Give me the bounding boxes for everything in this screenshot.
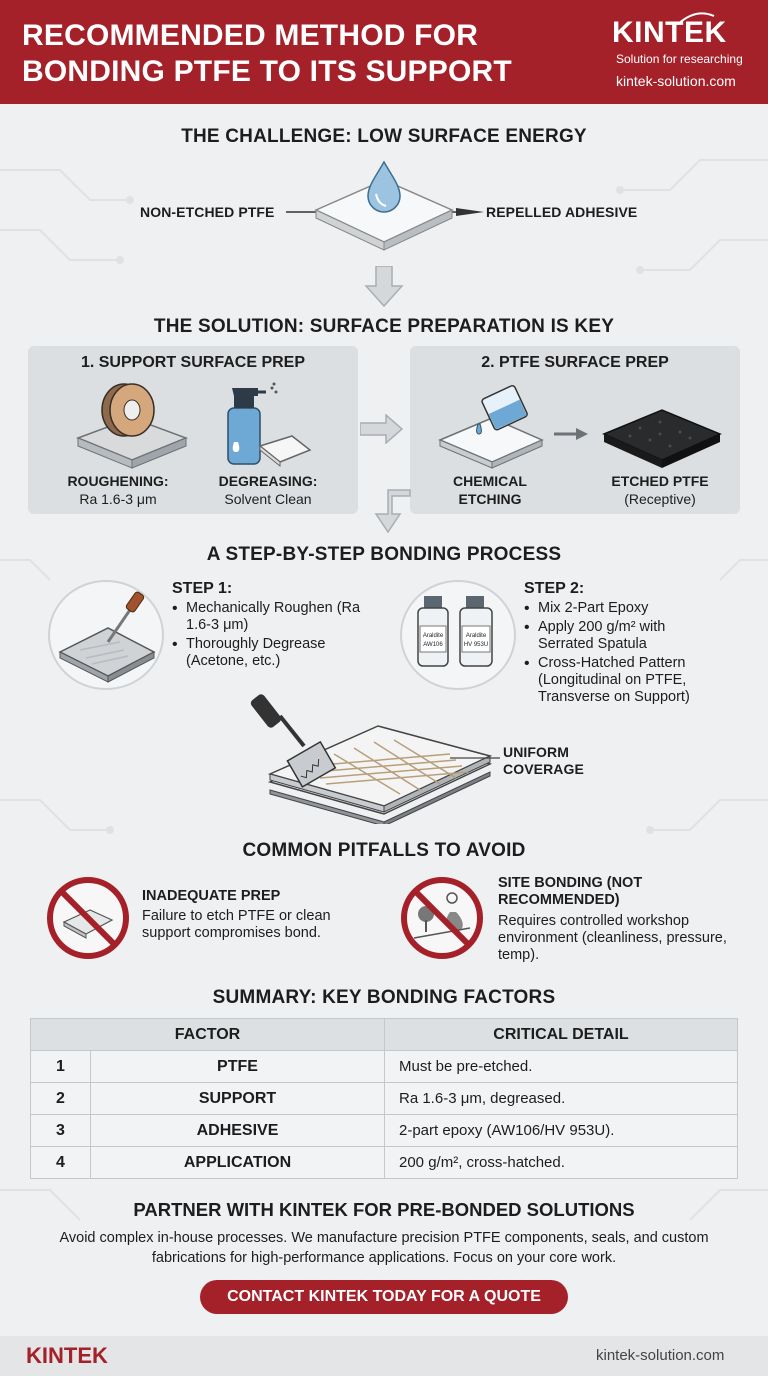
solution-title: THE SOLUTION: SURFACE PREPARATION IS KEY	[153, 316, 615, 337]
down-arrow-icon	[364, 266, 404, 310]
table-row	[31, 1083, 738, 1115]
spray-bottle-icon	[214, 380, 314, 468]
row-factor: PTFE	[91, 1051, 385, 1083]
bottle1-label: Araldite	[422, 633, 444, 639]
small-arrow-icon	[552, 426, 592, 442]
footer-bar	[0, 1336, 768, 1376]
row-detail: 200 g/m², cross-hatched.	[385, 1147, 738, 1179]
partner-title: PARTNER WITH KINTEK FOR PRE-BONDED SOLUTIONS	[133, 1199, 635, 1220]
bottle2-code: HV 953U	[463, 642, 489, 648]
non-etched-ptfe-label: NON-ETCHED PTFE	[140, 204, 275, 220]
step1-heading: STEP 1:	[172, 580, 233, 597]
step2-list	[524, 600, 724, 706]
step2-bullet: • Cross-Hatched Pattern (Longitudinal on PTFE, Transverse on Support)	[524, 655, 724, 706]
right-arrow-icon	[360, 414, 404, 444]
step2-bullet: • Apply 200 g/m² with Serrated Spatula	[524, 619, 724, 653]
ptfe-plate-droplet-icon	[280, 150, 490, 260]
step1-bullet: • Mechanically Roughen (Ra 1.6-3 μm)	[172, 600, 372, 634]
detail-header: CRITICAL DETAIL	[385, 1019, 738, 1051]
spatula-cross-hatch-icon	[250, 694, 510, 824]
epoxy-bottles-icon	[402, 582, 518, 692]
grinding-wheel-icon	[72, 382, 192, 470]
step2-heading: STEP 2:	[524, 580, 585, 597]
summary-title: SUMMARY: KEY BONDING FACTORS	[212, 987, 556, 1008]
footer-logo[interactable]: KINTEK	[26, 1343, 108, 1368]
repelled-adhesive-label: REPELLED ADHESIVE	[486, 204, 638, 220]
pitfalls-title: COMMON PITFALLS TO AVOID	[242, 840, 526, 861]
degreasing-caption: DEGREASING: Solvent Clean	[218, 473, 318, 507]
footer-url-link[interactable]: kintek-solution.com	[596, 1347, 725, 1364]
step1-list	[172, 600, 372, 670]
step1-bullet: • Thoroughly Degrease (Acetone, etc.)	[172, 636, 372, 670]
etched-ptfe-caption: ETCHED PTFE (Receptive)	[611, 473, 709, 507]
chemical-etching-caption: CHEMICAL ETCHING	[453, 473, 527, 507]
partner-text: Avoid complex in-house processes. We manufacture precision PTFE components, seals, and custom fabrications for high-performance applications. Focus on your core work.	[59, 1230, 709, 1266]
summary-table	[30, 1018, 738, 1179]
step1-illustration	[48, 580, 164, 690]
down-turn-arrow-icon	[364, 484, 412, 536]
row-factor: SUPPORT	[91, 1083, 385, 1115]
support-prep-panel	[28, 346, 358, 514]
brand-url-link[interactable]: kintek-solution.com	[616, 73, 736, 89]
row-detail: Must be pre-etched.	[385, 1051, 738, 1083]
pitfall-2-title: SITE BONDING (NOT RECOMMENDED)	[498, 875, 643, 908]
ptfe-prep-panel	[410, 346, 740, 514]
table-row	[31, 1147, 738, 1179]
row-number: 4	[31, 1147, 91, 1179]
contact-quote-button[interactable]: CONTACT KINTEK TODAY FOR A QUOTE	[200, 1280, 568, 1314]
challenge-title: THE CHALLENGE: LOW SURFACE ENERGY	[181, 126, 587, 147]
no-site-bonding-icon	[400, 876, 484, 960]
table-header-row	[31, 1019, 738, 1051]
brand-logo[interactable]: KINTEK	[612, 16, 727, 49]
pitfall-2-text: Requires controlled workshop environment (cleanliness, pressure, temp).	[498, 913, 727, 963]
factor-header: FACTOR	[31, 1019, 385, 1051]
trowel-plate-icon	[50, 582, 166, 692]
uniform-coverage-label: UNIFORM COVERAGE	[503, 744, 584, 777]
row-number: 2	[31, 1083, 91, 1115]
row-number: 1	[31, 1051, 91, 1083]
table-row	[31, 1115, 738, 1147]
row-factor: ADHESIVE	[91, 1115, 385, 1147]
header-banner	[0, 0, 768, 104]
row-detail: Ra 1.6-3 μm, degreased.	[385, 1083, 738, 1115]
chemical-etching-icon	[436, 382, 546, 472]
step2-illustration	[400, 580, 516, 690]
page-title: RECOMMENDED METHOD FOR BONDING PTFE TO ITS SUPPORT	[22, 19, 512, 88]
pitfall-1-title: INADEQUATE PREP	[142, 888, 281, 904]
roughening-caption: ROUGHENING: Ra 1.6-3 μm	[67, 473, 169, 507]
row-number: 3	[31, 1115, 91, 1147]
bottle1-code: AW106	[423, 642, 443, 648]
bottle2-label: Araldite	[465, 633, 487, 639]
pitfall-1-text: Failure to etch PTFE or clean support compromises bond.	[142, 908, 331, 941]
row-factor: APPLICATION	[91, 1147, 385, 1179]
no-prep-warning-icon	[46, 876, 130, 960]
support-prep-title: 1. SUPPORT SURFACE PREP	[80, 354, 306, 371]
row-detail: 2-part epoxy (AW106/HV 953U).	[385, 1115, 738, 1147]
brand-tagline: Solution for researching	[616, 52, 743, 66]
ptfe-prep-title: 2. PTFE SURFACE PREP	[481, 354, 669, 371]
table-row	[31, 1051, 738, 1083]
process-title: A STEP-BY-STEP BONDING PROCESS	[206, 544, 562, 565]
etched-ptfe-icon	[600, 402, 724, 472]
step2-bullet: • Mix 2-Part Epoxy	[524, 600, 724, 617]
